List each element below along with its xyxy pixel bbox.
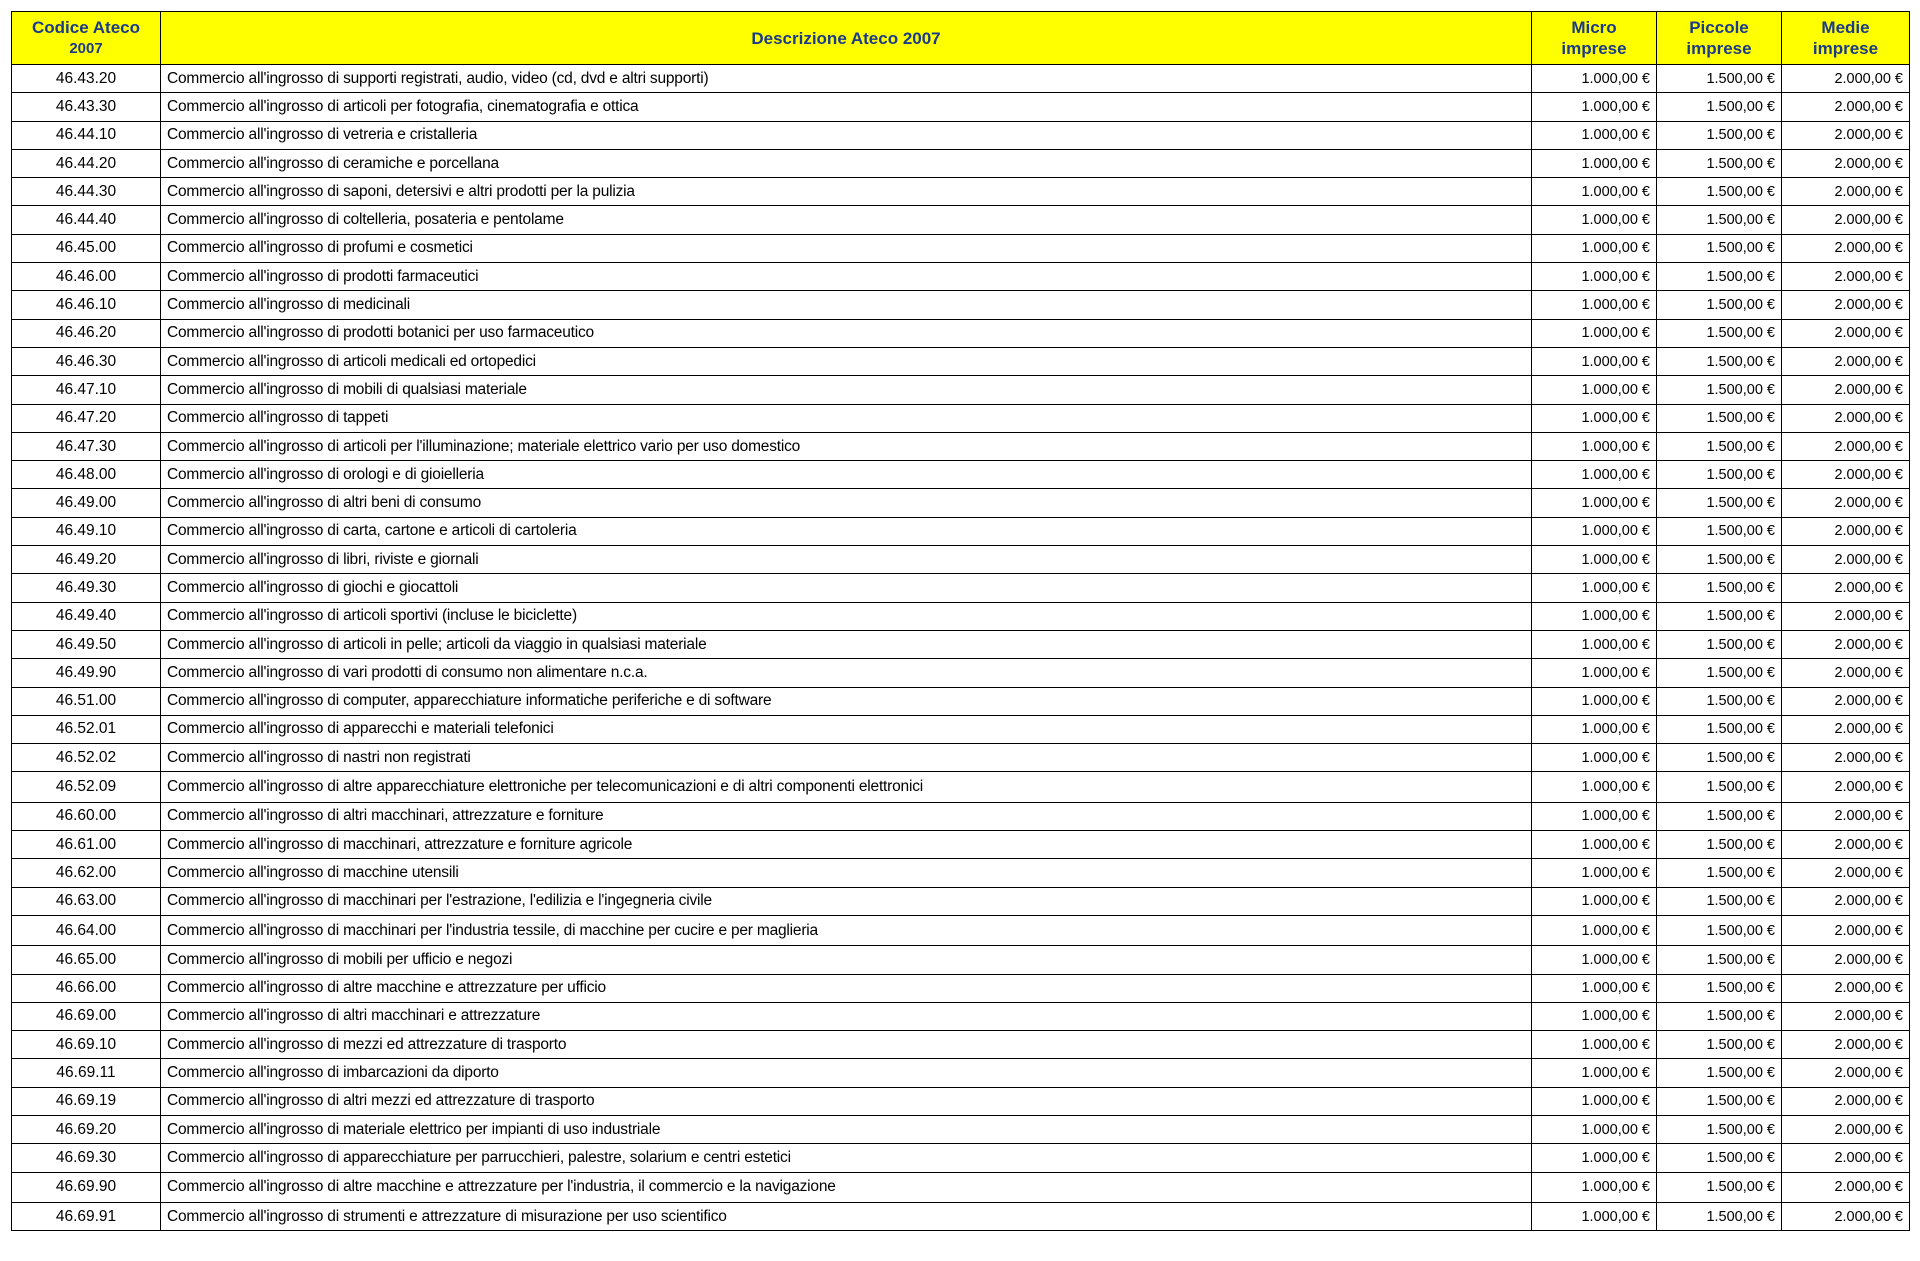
header-piccole-line1: Piccole [1689,18,1749,37]
piccole-amount-cell: 1.500,00 € [1657,1002,1782,1030]
micro-amount-cell: 1.000,00 € [1532,121,1657,149]
piccole-amount-cell: 1.500,00 € [1657,65,1782,93]
piccole-amount-cell: 1.500,00 € [1657,602,1782,630]
table-row [12,461,1910,489]
description-cell: Commercio all'ingrosso di altri macchinari, attrezzature e forniture [161,802,1532,830]
medie-amount-cell: 2.000,00 € [1782,461,1910,489]
description-cell: Commercio all'ingrosso di strumenti e attrezzature di misurazione per uso scientifico [161,1202,1532,1230]
description-cell: Commercio all'ingrosso di materiale elettrico per impianti di uso industriale [161,1115,1532,1143]
description-cell: Commercio all'ingrosso di articoli per l'illuminazione; materiale elettrico vario per uso domestico [161,432,1532,460]
micro-amount-cell: 1.000,00 € [1532,1202,1657,1230]
header-description: Descrizione Ateco 2007 [161,12,1532,65]
header-medie [1782,12,1910,65]
description-cell: Commercio all'ingrosso di saponi, detersivi e altri prodotti per la pulizia [161,178,1532,206]
description-cell: Commercio all'ingrosso di supporti registrati, audio, video (cd, dvd e altri supporti) [161,65,1532,93]
description-cell: Commercio all'ingrosso di nastri non registrati [161,744,1532,772]
piccole-amount-cell: 1.500,00 € [1657,772,1782,802]
medie-amount-cell: 2.000,00 € [1782,319,1910,347]
micro-amount-cell: 1.000,00 € [1532,517,1657,545]
header-row [12,12,1910,65]
micro-amount-cell: 1.000,00 € [1532,234,1657,262]
code-cell: 46.49.00 [12,489,161,517]
code-cell: 46.49.30 [12,574,161,602]
micro-amount-cell: 1.000,00 € [1532,974,1657,1002]
micro-amount-cell: 1.000,00 € [1532,802,1657,830]
piccole-amount-cell: 1.500,00 € [1657,630,1782,658]
piccole-amount-cell: 1.500,00 € [1657,831,1782,859]
piccole-amount-cell: 1.500,00 € [1657,715,1782,743]
table-row [12,802,1910,830]
code-cell: 46.49.40 [12,602,161,630]
medie-amount-cell: 2.000,00 € [1782,946,1910,974]
medie-amount-cell: 2.000,00 € [1782,432,1910,460]
piccole-amount-cell: 1.500,00 € [1657,93,1782,121]
code-cell: 46.69.20 [12,1115,161,1143]
code-cell: 46.69.30 [12,1144,161,1172]
description-cell: Commercio all'ingrosso di apparecchi e materiali telefonici [161,715,1532,743]
code-cell: 46.45.00 [12,234,161,262]
code-cell: 46.44.20 [12,149,161,177]
medie-amount-cell: 2.000,00 € [1782,65,1910,93]
table-row [12,347,1910,375]
piccole-amount-cell: 1.500,00 € [1657,1087,1782,1115]
medie-amount-cell: 2.000,00 € [1782,234,1910,262]
code-cell: 46.47.30 [12,432,161,460]
medie-amount-cell: 2.000,00 € [1782,574,1910,602]
piccole-amount-cell: 1.500,00 € [1657,546,1782,574]
description-cell: Commercio all'ingrosso di mezzi ed attrezzature di trasporto [161,1031,1532,1059]
table-row [12,1115,1910,1143]
table-row [12,1087,1910,1115]
table-row [12,974,1910,1002]
piccole-amount-cell: 1.500,00 € [1657,121,1782,149]
piccole-amount-cell: 1.500,00 € [1657,234,1782,262]
description-cell: Commercio all'ingrosso di giochi e giocattoli [161,574,1532,602]
table-row [12,376,1910,404]
description-cell: Commercio all'ingrosso di macchinari per l'estrazione, l'edilizia e l'ingegneria civile [161,887,1532,915]
medie-amount-cell: 2.000,00 € [1782,1202,1910,1230]
piccole-amount-cell: 1.500,00 € [1657,744,1782,772]
description-cell: Commercio all'ingrosso di mobili per ufficio e negozi [161,946,1532,974]
description-cell: Commercio all'ingrosso di articoli medicali ed ortopedici [161,347,1532,375]
medie-amount-cell: 2.000,00 € [1782,1115,1910,1143]
table-row [12,291,1910,319]
medie-amount-cell: 2.000,00 € [1782,772,1910,802]
code-cell: 46.52.02 [12,744,161,772]
header-code-line2: 2007 [69,40,103,57]
table-row [12,149,1910,177]
piccole-amount-cell: 1.500,00 € [1657,1172,1782,1202]
table-row [12,859,1910,887]
table-row [12,1031,1910,1059]
code-cell: 46.69.10 [12,1031,161,1059]
header-micro-line1: Micro [1571,18,1617,37]
description-cell: Commercio all'ingrosso di orologi e di gioielleria [161,461,1532,489]
description-cell: Commercio all'ingrosso di vetreria e cristalleria [161,121,1532,149]
piccole-amount-cell: 1.500,00 € [1657,291,1782,319]
micro-amount-cell: 1.000,00 € [1532,1144,1657,1172]
medie-amount-cell: 2.000,00 € [1782,546,1910,574]
piccole-amount-cell: 1.500,00 € [1657,319,1782,347]
code-cell: 46.43.30 [12,93,161,121]
header-medie-line1: Medie [1821,18,1870,37]
table-row [12,432,1910,460]
piccole-amount-cell: 1.500,00 € [1657,974,1782,1002]
piccole-amount-cell: 1.500,00 € [1657,178,1782,206]
medie-amount-cell: 2.000,00 € [1782,831,1910,859]
description-cell: Commercio all'ingrosso di macchinari per l'industria tessile, di macchine per cucire e per maglieria [161,915,1532,945]
code-cell: 46.60.00 [12,802,161,830]
piccole-amount-cell: 1.500,00 € [1657,887,1782,915]
micro-amount-cell: 1.000,00 € [1532,1031,1657,1059]
medie-amount-cell: 2.000,00 € [1782,1002,1910,1030]
micro-amount-cell: 1.000,00 € [1532,1087,1657,1115]
code-cell: 46.69.91 [12,1202,161,1230]
medie-amount-cell: 2.000,00 € [1782,1172,1910,1202]
table-row [12,574,1910,602]
code-cell: 46.64.00 [12,915,161,945]
piccole-amount-cell: 1.500,00 € [1657,574,1782,602]
piccole-amount-cell: 1.500,00 € [1657,915,1782,945]
medie-amount-cell: 2.000,00 € [1782,602,1910,630]
medie-amount-cell: 2.000,00 € [1782,178,1910,206]
code-cell: 46.66.00 [12,974,161,1002]
table-row [12,517,1910,545]
description-cell: Commercio all'ingrosso di carta, cartone e articoli di cartoleria [161,517,1532,545]
description-cell: Commercio all'ingrosso di altre macchine e attrezzature per l'industria, il commercio e la navigazione [161,1172,1532,1202]
code-cell: 46.46.30 [12,347,161,375]
table-row [12,65,1910,93]
code-cell: 46.52.09 [12,772,161,802]
table-row [12,772,1910,802]
micro-amount-cell: 1.000,00 € [1532,404,1657,432]
table-row [12,178,1910,206]
table-body [12,65,1910,1231]
micro-amount-cell: 1.000,00 € [1532,915,1657,945]
code-cell: 46.49.10 [12,517,161,545]
medie-amount-cell: 2.000,00 € [1782,630,1910,658]
code-cell: 46.46.20 [12,319,161,347]
micro-amount-cell: 1.000,00 € [1532,687,1657,715]
code-cell: 46.48.00 [12,461,161,489]
piccole-amount-cell: 1.500,00 € [1657,376,1782,404]
micro-amount-cell: 1.000,00 € [1532,461,1657,489]
description-cell: Commercio all'ingrosso di computer, apparecchiature informatiche periferiche e di software [161,687,1532,715]
micro-amount-cell: 1.000,00 € [1532,1115,1657,1143]
medie-amount-cell: 2.000,00 € [1782,291,1910,319]
micro-amount-cell: 1.000,00 € [1532,263,1657,291]
medie-amount-cell: 2.000,00 € [1782,974,1910,1002]
header-code [12,12,161,65]
piccole-amount-cell: 1.500,00 € [1657,1031,1782,1059]
micro-amount-cell: 1.000,00 € [1532,715,1657,743]
piccole-amount-cell: 1.500,00 € [1657,1115,1782,1143]
table-row [12,1202,1910,1230]
micro-amount-cell: 1.000,00 € [1532,546,1657,574]
description-cell: Commercio all'ingrosso di imbarcazioni da diporto [161,1059,1532,1087]
piccole-amount-cell: 1.500,00 € [1657,432,1782,460]
micro-amount-cell: 1.000,00 € [1532,149,1657,177]
table-row [12,602,1910,630]
micro-amount-cell: 1.000,00 € [1532,744,1657,772]
medie-amount-cell: 2.000,00 € [1782,887,1910,915]
micro-amount-cell: 1.000,00 € [1532,432,1657,460]
table-row [12,93,1910,121]
piccole-amount-cell: 1.500,00 € [1657,687,1782,715]
code-cell: 46.69.90 [12,1172,161,1202]
piccole-amount-cell: 1.500,00 € [1657,1059,1782,1087]
description-cell: Commercio all'ingrosso di prodotti farmaceutici [161,263,1532,291]
table-row [12,319,1910,347]
description-cell: Commercio all'ingrosso di articoli sportivi (incluse le biciclette) [161,602,1532,630]
description-cell: Commercio all'ingrosso di macchinari, attrezzature e forniture agricole [161,831,1532,859]
micro-amount-cell: 1.000,00 € [1532,376,1657,404]
medie-amount-cell: 2.000,00 € [1782,404,1910,432]
medie-amount-cell: 2.000,00 € [1782,859,1910,887]
code-cell: 46.62.00 [12,859,161,887]
table-row [12,546,1910,574]
piccole-amount-cell: 1.500,00 € [1657,1202,1782,1230]
micro-amount-cell: 1.000,00 € [1532,659,1657,687]
table-row [12,744,1910,772]
code-cell: 46.61.00 [12,831,161,859]
medie-amount-cell: 2.000,00 € [1782,93,1910,121]
description-cell: Commercio all'ingrosso di vari prodotti di consumo non alimentare n.c.a. [161,659,1532,687]
code-cell: 46.43.20 [12,65,161,93]
description-cell: Commercio all'ingrosso di altri beni di consumo [161,489,1532,517]
medie-amount-cell: 2.000,00 € [1782,347,1910,375]
description-cell: Commercio all'ingrosso di libri, riviste e giornali [161,546,1532,574]
ateco-table [11,11,1910,1231]
table-row [12,946,1910,974]
piccole-amount-cell: 1.500,00 € [1657,946,1782,974]
description-cell: Commercio all'ingrosso di tappeti [161,404,1532,432]
description-cell: Commercio all'ingrosso di articoli in pelle; articoli da viaggio in qualsiasi materiale [161,630,1532,658]
code-cell: 46.44.10 [12,121,161,149]
code-cell: 46.46.10 [12,291,161,319]
piccole-amount-cell: 1.500,00 € [1657,347,1782,375]
table-row [12,1002,1910,1030]
piccole-amount-cell: 1.500,00 € [1657,149,1782,177]
description-cell: Commercio all'ingrosso di altri mezzi ed attrezzature di trasporto [161,1087,1532,1115]
table-row [12,263,1910,291]
description-cell: Commercio all'ingrosso di altre macchine e attrezzature per ufficio [161,974,1532,1002]
medie-amount-cell: 2.000,00 € [1782,915,1910,945]
table-row [12,404,1910,432]
medie-amount-cell: 2.000,00 € [1782,659,1910,687]
table-row [12,659,1910,687]
table-row [12,887,1910,915]
piccole-amount-cell: 1.500,00 € [1657,859,1782,887]
code-cell: 46.49.50 [12,630,161,658]
table-row [12,121,1910,149]
medie-amount-cell: 2.000,00 € [1782,489,1910,517]
micro-amount-cell: 1.000,00 € [1532,489,1657,517]
code-cell: 46.46.00 [12,263,161,291]
code-cell: 46.47.20 [12,404,161,432]
header-medie-line2: imprese [1812,39,1879,58]
header-micro [1532,12,1657,65]
table-row [12,1059,1910,1087]
piccole-amount-cell: 1.500,00 € [1657,1144,1782,1172]
micro-amount-cell: 1.000,00 € [1532,1172,1657,1202]
micro-amount-cell: 1.000,00 € [1532,859,1657,887]
micro-amount-cell: 1.000,00 € [1532,1059,1657,1087]
micro-amount-cell: 1.000,00 € [1532,291,1657,319]
code-cell: 46.49.90 [12,659,161,687]
medie-amount-cell: 2.000,00 € [1782,687,1910,715]
medie-amount-cell: 2.000,00 € [1782,1144,1910,1172]
medie-amount-cell: 2.000,00 € [1782,149,1910,177]
piccole-amount-cell: 1.500,00 € [1657,404,1782,432]
medie-amount-cell: 2.000,00 € [1782,1059,1910,1087]
code-cell: 46.49.20 [12,546,161,574]
description-cell: Commercio all'ingrosso di apparecchiature per parrucchieri, palestre, solarium e centri estetici [161,1144,1532,1172]
medie-amount-cell: 2.000,00 € [1782,517,1910,545]
code-cell: 46.65.00 [12,946,161,974]
piccole-amount-cell: 1.500,00 € [1657,206,1782,234]
micro-amount-cell: 1.000,00 € [1532,319,1657,347]
table-row [12,489,1910,517]
description-cell: Commercio all'ingrosso di medicinali [161,291,1532,319]
description-cell: Commercio all'ingrosso di coltelleria, posateria e pentolame [161,206,1532,234]
code-cell: 46.63.00 [12,887,161,915]
table-row [12,831,1910,859]
micro-amount-cell: 1.000,00 € [1532,178,1657,206]
description-cell: Commercio all'ingrosso di prodotti botanici per uso farmaceutico [161,319,1532,347]
code-cell: 46.51.00 [12,687,161,715]
table-row [12,1144,1910,1172]
code-cell: 46.44.40 [12,206,161,234]
piccole-amount-cell: 1.500,00 € [1657,517,1782,545]
medie-amount-cell: 2.000,00 € [1782,263,1910,291]
header-code-line1: Codice Ateco [31,18,140,37]
piccole-amount-cell: 1.500,00 € [1657,489,1782,517]
description-cell: Commercio all'ingrosso di profumi e cosmetici [161,234,1532,262]
table-row [12,206,1910,234]
header-piccole [1657,12,1782,65]
table-row [12,1172,1910,1202]
description-cell: Commercio all'ingrosso di mobili di qualsiasi materiale [161,376,1532,404]
header-micro-line2: imprese [1561,39,1627,58]
medie-amount-cell: 2.000,00 € [1782,744,1910,772]
medie-amount-cell: 2.000,00 € [1782,376,1910,404]
code-cell: 46.69.19 [12,1087,161,1115]
medie-amount-cell: 2.000,00 € [1782,121,1910,149]
piccole-amount-cell: 1.500,00 € [1657,263,1782,291]
micro-amount-cell: 1.000,00 € [1532,630,1657,658]
micro-amount-cell: 1.000,00 € [1532,602,1657,630]
description-cell: Commercio all'ingrosso di altre apparecchiature elettroniche per telecomunicazioni e di altri componenti elettronici [161,772,1532,802]
micro-amount-cell: 1.000,00 € [1532,347,1657,375]
description-cell: Commercio all'ingrosso di macchine utensili [161,859,1532,887]
table-row [12,715,1910,743]
micro-amount-cell: 1.000,00 € [1532,93,1657,121]
micro-amount-cell: 1.000,00 € [1532,206,1657,234]
micro-amount-cell: 1.000,00 € [1532,946,1657,974]
medie-amount-cell: 2.000,00 € [1782,1031,1910,1059]
micro-amount-cell: 1.000,00 € [1532,887,1657,915]
code-cell: 46.52.01 [12,715,161,743]
description-cell: Commercio all'ingrosso di altri macchinari e attrezzature [161,1002,1532,1030]
medie-amount-cell: 2.000,00 € [1782,1087,1910,1115]
micro-amount-cell: 1.000,00 € [1532,574,1657,602]
description-cell: Commercio all'ingrosso di ceramiche e porcellana [161,149,1532,177]
table-row [12,915,1910,945]
code-cell: 46.69.11 [12,1059,161,1087]
medie-amount-cell: 2.000,00 € [1782,206,1910,234]
medie-amount-cell: 2.000,00 € [1782,802,1910,830]
micro-amount-cell: 1.000,00 € [1532,1002,1657,1030]
table-row [12,630,1910,658]
description-cell: Commercio all'ingrosso di articoli per fotografia, cinematografia e ottica [161,93,1532,121]
code-cell: 46.47.10 [12,376,161,404]
micro-amount-cell: 1.000,00 € [1532,772,1657,802]
piccole-amount-cell: 1.500,00 € [1657,461,1782,489]
micro-amount-cell: 1.000,00 € [1532,65,1657,93]
code-cell: 46.44.30 [12,178,161,206]
header-piccole-line2: imprese [1686,39,1752,58]
piccole-amount-cell: 1.500,00 € [1657,802,1782,830]
table-row [12,687,1910,715]
medie-amount-cell: 2.000,00 € [1782,715,1910,743]
table-row [12,234,1910,262]
micro-amount-cell: 1.000,00 € [1532,831,1657,859]
piccole-amount-cell: 1.500,00 € [1657,659,1782,687]
code-cell: 46.69.00 [12,1002,161,1030]
